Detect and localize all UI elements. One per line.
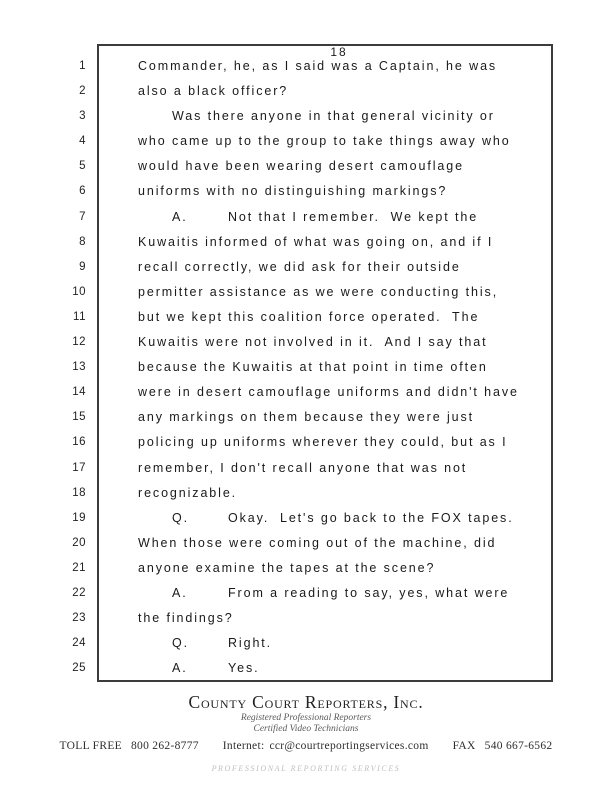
page-number: 18	[330, 45, 348, 59]
transcript-line	[0, 407, 612, 432]
fax-number: 540 667-6562	[484, 740, 553, 752]
line-number: 13	[72, 361, 86, 374]
line-body: Okay. Let's go back to the FOX tapes.	[228, 510, 514, 525]
footer	[0, 688, 612, 773]
transcript-line	[0, 181, 612, 206]
line-text: recognizable.	[138, 485, 238, 500]
transcript-line	[0, 583, 612, 608]
footer-tagline-registered: Registered Professional Reporters	[240, 713, 372, 723]
footer-contact-line	[0, 740, 612, 752]
transcript-line	[0, 483, 612, 508]
line-text	[138, 511, 514, 525]
line-number: 9	[79, 260, 86, 273]
line-number: 20	[72, 536, 86, 549]
line-text: were in desert camouflage uniforms and didn't have	[138, 385, 519, 400]
transcript-line	[0, 533, 612, 558]
line-number: 12	[72, 336, 86, 349]
line-text: but we kept this coalition force operated. The	[138, 309, 480, 324]
line-number: 19	[72, 511, 86, 524]
line-text: Kuwaitis were not involved in it. And I say that	[138, 335, 488, 350]
speaker-label: A.	[172, 661, 188, 676]
transcript-line	[0, 257, 612, 282]
line-number: 10	[72, 285, 86, 298]
transcript-line	[0, 458, 612, 483]
transcript-line	[0, 658, 612, 683]
line-number: 3	[79, 110, 86, 123]
toll-free-number: 800 262-8777	[130, 740, 199, 752]
line-text: Was there anyone in that general vicinity or	[172, 109, 495, 124]
line-text: remember, I don't recall anyone that was not	[138, 460, 468, 475]
line-number: 25	[72, 662, 86, 675]
transcript-line	[0, 432, 612, 457]
speaker-label: A.	[172, 209, 188, 224]
line-number: 21	[72, 561, 86, 574]
line-number: 22	[72, 586, 86, 599]
transcript-line	[0, 558, 612, 583]
toll-free-label: TOLL FREE	[59, 740, 122, 752]
line-body: Right.	[228, 636, 273, 651]
internet-label: Internet:	[222, 740, 265, 752]
transcript-line	[0, 81, 612, 106]
transcript-line	[0, 282, 612, 307]
line-number: 23	[72, 612, 86, 625]
line-text	[138, 636, 272, 650]
line-text: When those were coming out of the machine, did	[138, 535, 497, 550]
fax-label: FAX	[452, 740, 476, 752]
email-address: ccr@courtreportingservices.com	[269, 740, 429, 752]
line-number: 16	[72, 436, 86, 449]
line-text: who came up to the group to take things away who	[138, 134, 511, 149]
line-text	[138, 661, 259, 675]
line-number: 17	[72, 461, 86, 474]
line-number: 15	[72, 411, 86, 424]
line-body: From a reading to say, yes, what were	[228, 585, 510, 600]
line-text: policing up uniforms wherever they could, but as I	[138, 435, 508, 450]
line-text: any markings on them because they were just	[138, 410, 474, 425]
line-text: the findings?	[138, 611, 234, 626]
transcript-line	[0, 106, 612, 131]
line-number: 2	[79, 85, 86, 98]
transcript-line	[0, 608, 612, 633]
line-number: 1	[79, 60, 86, 72]
line-number: 24	[72, 637, 86, 650]
line-text: Commander, he, as I said was a Captain, he was	[138, 59, 498, 73]
speaker-label: Q.	[172, 510, 189, 525]
line-text: uniforms with no distinguishing markings?	[138, 184, 448, 199]
transcript-line	[0, 307, 612, 332]
line-number: 5	[79, 160, 86, 173]
line-number: 7	[79, 210, 86, 223]
line-text: because the Kuwaitis at that point in time often	[138, 360, 488, 375]
line-text: Kuwaitis informed of what was going on, and if I	[138, 234, 494, 249]
transcript-line	[0, 207, 612, 232]
speaker-label: Q.	[172, 636, 189, 651]
line-number: 14	[72, 386, 86, 399]
line-number: 4	[79, 135, 86, 148]
line-body: Yes.	[228, 661, 260, 676]
line-number: 11	[73, 310, 86, 323]
line-text: anyone examine the tapes at the scene?	[138, 560, 436, 575]
line-text	[138, 210, 478, 224]
footer-watermark: PROFESSIONAL REPORTING SERVICES	[211, 764, 401, 773]
line-text	[138, 586, 509, 600]
line-text: would have been wearing desert camouflage	[138, 159, 464, 174]
line-text: permitter assistance as we were conducting this,	[138, 284, 499, 299]
transcript-line	[0, 357, 612, 382]
speaker-label: A.	[172, 585, 188, 600]
transcript-line	[0, 56, 612, 81]
transcript-line	[0, 131, 612, 156]
line-text: also a black officer?	[138, 84, 289, 99]
line-number: 18	[72, 486, 86, 499]
transcript-line	[0, 156, 612, 181]
line-number: 8	[79, 235, 86, 248]
footer-tagline-certified: Certified Video Technicians	[253, 724, 359, 734]
transcript-line	[0, 508, 612, 533]
line-number: 6	[79, 185, 86, 198]
transcript-lines	[0, 56, 612, 683]
line-body: Not that I remember. We kept the	[228, 209, 479, 224]
transcript-line	[0, 382, 612, 407]
reporter-company-name: County Court Reporters, Inc.	[188, 692, 424, 712]
transcript-line	[0, 332, 612, 357]
transcript-line	[0, 232, 612, 257]
line-text: recall correctly, we did ask for their outside	[138, 259, 461, 274]
transcript-line	[0, 633, 612, 658]
